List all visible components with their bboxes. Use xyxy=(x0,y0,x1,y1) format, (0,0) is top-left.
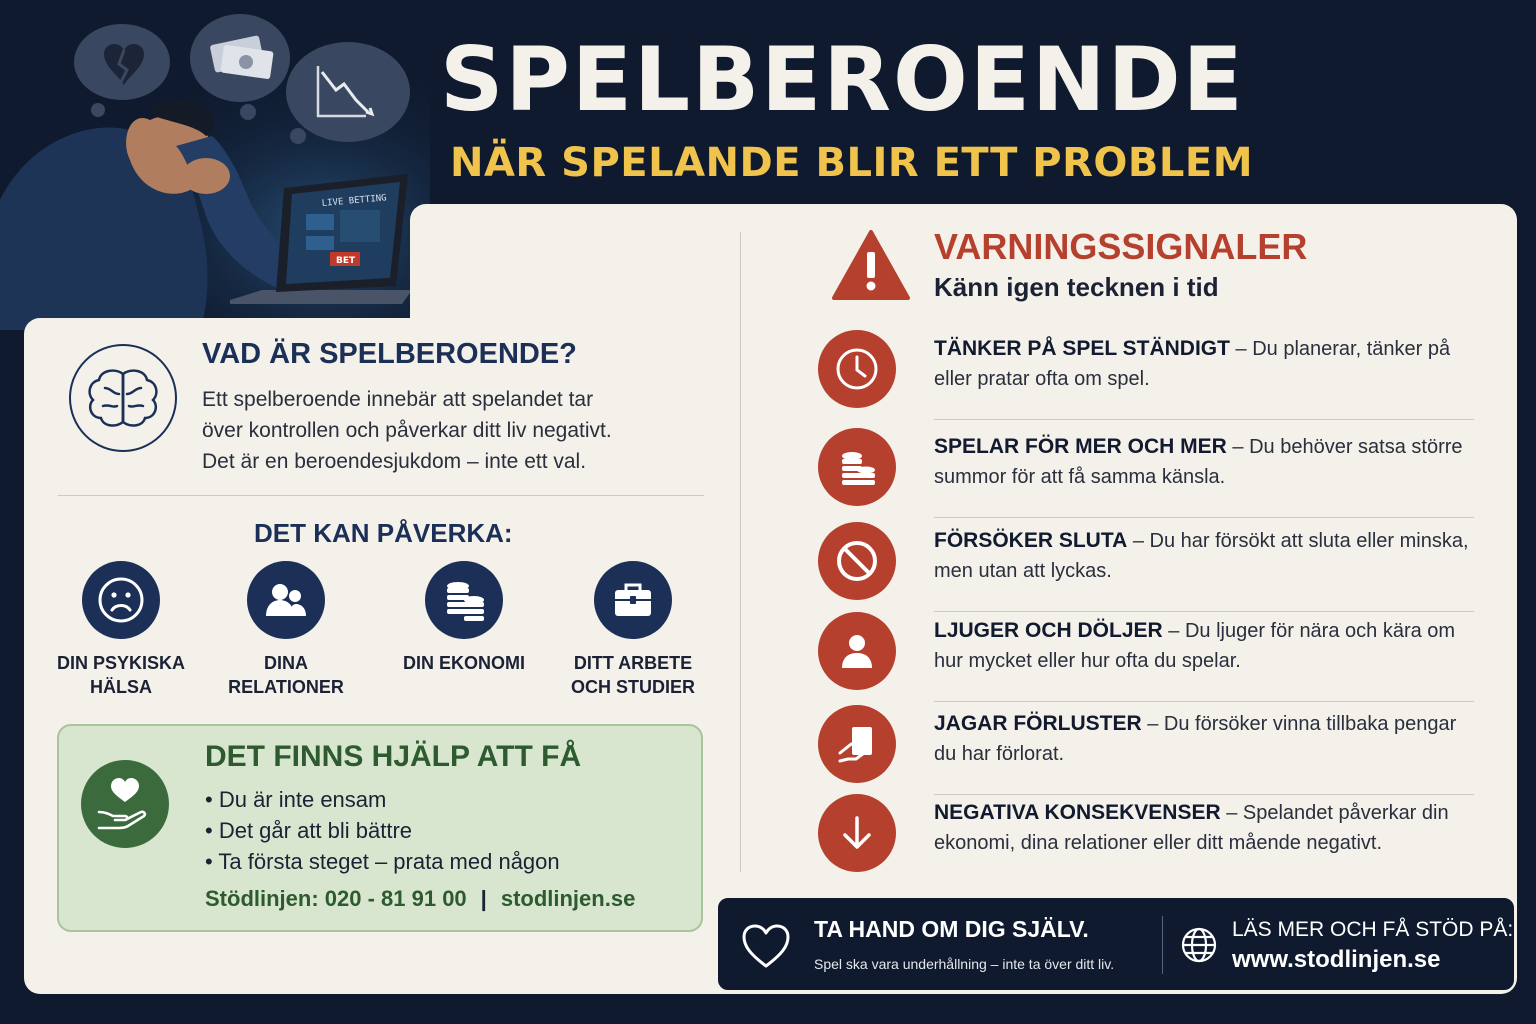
signal-title: LJUGER OCH DÖLJER xyxy=(934,619,1163,642)
help-phone[interactable]: Stödlinjen: 020 - 81 91 00 xyxy=(205,886,467,911)
impact-label: DITT ARBETE xyxy=(573,653,693,673)
stop-icon xyxy=(818,522,896,600)
impact-label: DIN PSYKISKA xyxy=(56,653,186,673)
warning-signal-escalating xyxy=(818,428,1478,518)
impact-work-studies xyxy=(553,561,713,699)
help-list xyxy=(205,784,560,877)
footer-url-link[interactable]: www.stodlinjen.se xyxy=(1232,946,1441,973)
impact-relations xyxy=(206,561,366,699)
footer-banner xyxy=(716,896,1516,992)
impact-label: DINA RELATIONER xyxy=(228,653,344,697)
what-is-line: Det är en beroendesjukdom – inte ett val. xyxy=(202,450,587,473)
signal-divider xyxy=(934,701,1474,702)
coins-icon xyxy=(425,561,503,639)
help-web-link[interactable]: stodlinjen.se xyxy=(500,886,636,911)
help-item: • Du är inte ensam xyxy=(205,784,560,815)
globe-icon xyxy=(1180,926,1218,964)
card-hand-icon xyxy=(818,705,896,783)
brain-icon xyxy=(69,344,177,452)
laptop-screen-title: LIVE BETTING xyxy=(321,193,388,209)
impact-economy xyxy=(384,561,544,675)
warnings-subheading: Känn igen tecknen i tid xyxy=(934,272,1219,302)
signal-text: – Spelandet påverkar din ekonomi, dina relationer eller ditt mående negativt. xyxy=(934,802,1449,854)
person-icon xyxy=(818,612,896,690)
help-box xyxy=(57,724,703,932)
signal-text: – Du försöker vinna tillbaka pengar du har förlorat. xyxy=(934,713,1457,765)
what-is-heading: VAD ÄR SPELBEROENDE? xyxy=(202,338,577,370)
impacts-heading: DET KAN PÅVERKA: xyxy=(254,518,513,548)
impact-label: HÄLSA xyxy=(90,677,152,697)
briefcase-icon xyxy=(594,561,672,639)
signal-text: – Du planerar, tänker på eller pratar ofta om spel. xyxy=(934,338,1451,390)
laptop-bet-button: BET xyxy=(336,256,356,266)
footer-more-label: LÄS MER OCH FÅ STÖD PÅ: xyxy=(1232,918,1514,941)
impact-psychological-health xyxy=(41,561,201,699)
help-heading: DET FINNS HJÄLP ATT FÅ xyxy=(205,740,582,773)
signal-text: – Du behöver satsa större summor för att få samma känsla. xyxy=(934,436,1463,488)
what-is-line: Ett spelberoende innebär att spelandet tar xyxy=(202,388,594,411)
page-title: SPELBEROENDE xyxy=(440,28,1245,131)
warning-signal-chasing-losses xyxy=(818,705,1478,795)
warning-signal-trying-to-quit xyxy=(818,522,1478,612)
arrow-down-icon xyxy=(818,794,896,872)
hero-illustration xyxy=(0,0,430,330)
page-subtitle: NÄR SPELANDE BLIR ETT PROBLEM xyxy=(450,140,1254,186)
signal-divider xyxy=(934,517,1474,518)
signal-title: NEGATIVA KONSEKVENSER xyxy=(934,801,1221,824)
footer-divider xyxy=(1162,916,1163,974)
what-is-text xyxy=(202,384,612,477)
footer-heading: TA HAND OM DIG SJÄLV. xyxy=(814,916,1089,942)
help-separator: | xyxy=(480,886,487,911)
signal-title: JAGAR FÖRLUSTER xyxy=(934,712,1142,735)
clock-icon xyxy=(818,330,896,408)
help-item: • Ta första steget – prata med någon xyxy=(205,846,560,877)
sad-face-icon xyxy=(82,561,160,639)
signal-text: – Du har försökt att sluta eller minska, men utan att lyckas. xyxy=(934,530,1469,582)
warning-signal-lying xyxy=(818,612,1478,702)
warning-signal-constant-thoughts xyxy=(818,330,1478,420)
signal-title: TÄNKER PÅ SPEL STÄNDIGT xyxy=(934,337,1230,360)
what-is-line: över kontrollen och påverkar ditt liv negativt. xyxy=(202,419,612,442)
signal-title: SPELAR FÖR MER OCH MER xyxy=(934,435,1227,458)
warning-triangle-icon xyxy=(830,228,912,302)
help-item: • Det går att bli bättre xyxy=(205,815,560,846)
section-divider xyxy=(58,495,704,496)
impact-label: OCH STUDIER xyxy=(570,677,695,697)
signal-divider xyxy=(934,419,1474,420)
signal-text: – Du ljuger för nära och kära om hur mycket eller hur ofta du spelar. xyxy=(934,620,1456,672)
warning-signal-negative-consequences xyxy=(818,794,1478,884)
people-icon xyxy=(247,561,325,639)
column-divider xyxy=(740,232,741,872)
heart-hand-icon xyxy=(81,760,169,848)
heart-outline-icon xyxy=(740,922,792,970)
coin-stack-icon xyxy=(818,428,896,506)
impact-label: DIN EKONOMI xyxy=(402,653,525,673)
footer-tagline: Spel ska vara underhållning – inte ta över ditt liv. xyxy=(814,956,1115,972)
signal-title: FÖRSÖKER SLUTA xyxy=(934,529,1128,552)
help-contact xyxy=(205,886,635,912)
warnings-heading: VARNINGSSIGNALER xyxy=(934,226,1308,267)
